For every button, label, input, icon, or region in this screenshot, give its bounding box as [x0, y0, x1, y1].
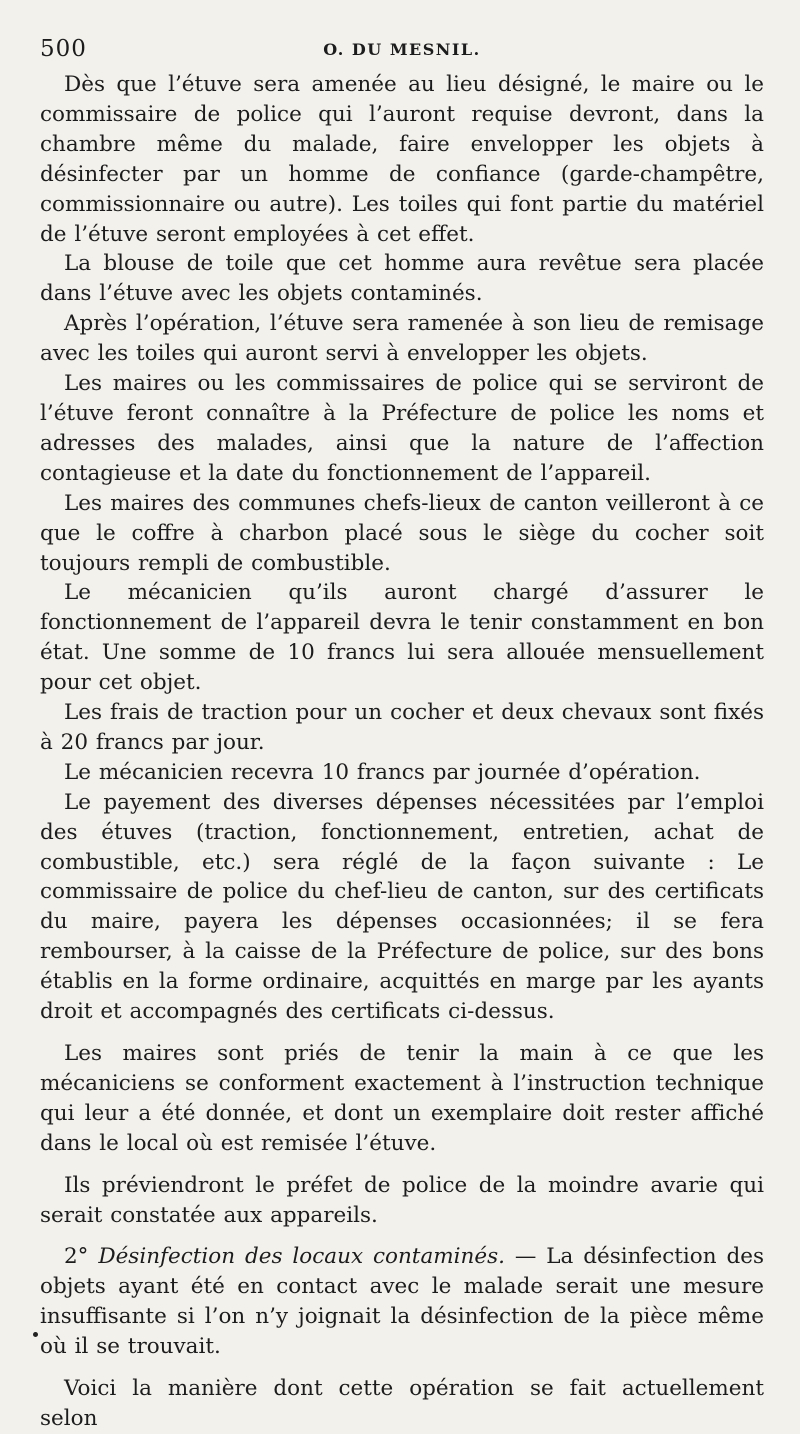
paragraph: Le mécanicien recevra 10 francs par journée d’opération. [64, 759, 701, 785]
section-number: 2° [64, 1244, 89, 1270]
final-paragraph: Voici la manière dont cette opération se fait actuellement selon [40, 1376, 764, 1431]
paragraph: Les maires sont priés de tenir la main à ce que les mécaniciens se conforment exactement à l’instruction technique qui leur a été donnée, et dont un exemplaire doit rester affiché dans le local où est remisée l’étuve. [40, 1041, 764, 1156]
paragraph: Dès que l’étuve sera amenée au lieu désigné, le maire ou le commissaire de police qui l’auront requise devront, dans la chambre même du malade, faire envelopper les objets à désinfecter par un homme de confiance (garde-champêtre, commissionnaire ou autre). Les toiles qui font partie du matériel de l’étuve seront employées à cet effet. [40, 72, 764, 247]
body-text [40, 70, 764, 1434]
running-title: O. DU MESNIL. [323, 40, 481, 59]
paragraph: Le payement des diverses dépenses nécessitées par l’emploi des étuves (traction, fonctionnement, entretien, achat de combustible, etc.) sera réglé de la façon suivante : Le commissaire de police du chef-lieu de canton, sur des certificats du maire, payera les dépenses occasionnées; il se fera rembourser, à la caisse de la Préfecture de police, sur des bons établis en la forme ordinaire, acquittés en marge par les ayants droit et accompagnés des certificats ci-dessus. [40, 789, 764, 1025]
section-text: — La désinfection des objets ayant été en contact avec le malade serait une mesure insuffisante si l’on n’y joignait la désinfection de la pièce même où il se trouvait. [40, 1244, 764, 1360]
page-number: 500 [40, 36, 87, 62]
paragraph: Ils préviendront le préfet de police de la moindre avarie qui serait constatée aux appareils. [40, 1172, 764, 1228]
paragraph: La blouse de toile que cet homme aura revêtue sera placée dans l’étuve avec les objets contaminés. [40, 251, 764, 307]
paragraph: Après l’opération, l’étuve sera ramenée à son lieu de remisage avec les toiles qui auront servi à envelopper les objets. [40, 311, 764, 367]
paragraph: Les frais de traction pour un cocher et deux chevaux sont fixés à 20 francs par jour. [40, 700, 764, 755]
paragraph: Le mécanicien qu’ils auront chargé d’assurer le fonctionnement de l’appareil devra le tenir constamment en bon état. Une somme de 10 francs lui sera allouée mensuellement pour cet objet. [40, 580, 764, 696]
section-paragraph [40, 1242, 764, 1362]
page-header [40, 30, 764, 66]
section-title: Désinfection des locaux contaminés. [98, 1244, 505, 1270]
paragraph: Les maires ou les commissaires de police qui se serviront de l’étuve feront connaître à la Préfecture de police les noms et adresses des malades, ainsi que la nature de l’affection contagieuse et la date du fonctionnement de l’appareil. [40, 371, 764, 486]
paragraph: Les maires des communes chefs-lieux de canton veilleront à ce que le coffre à charbon placé sous le siège du cocher soit toujours rempli de combustible. [40, 490, 764, 576]
ink-dot [33, 1332, 38, 1337]
